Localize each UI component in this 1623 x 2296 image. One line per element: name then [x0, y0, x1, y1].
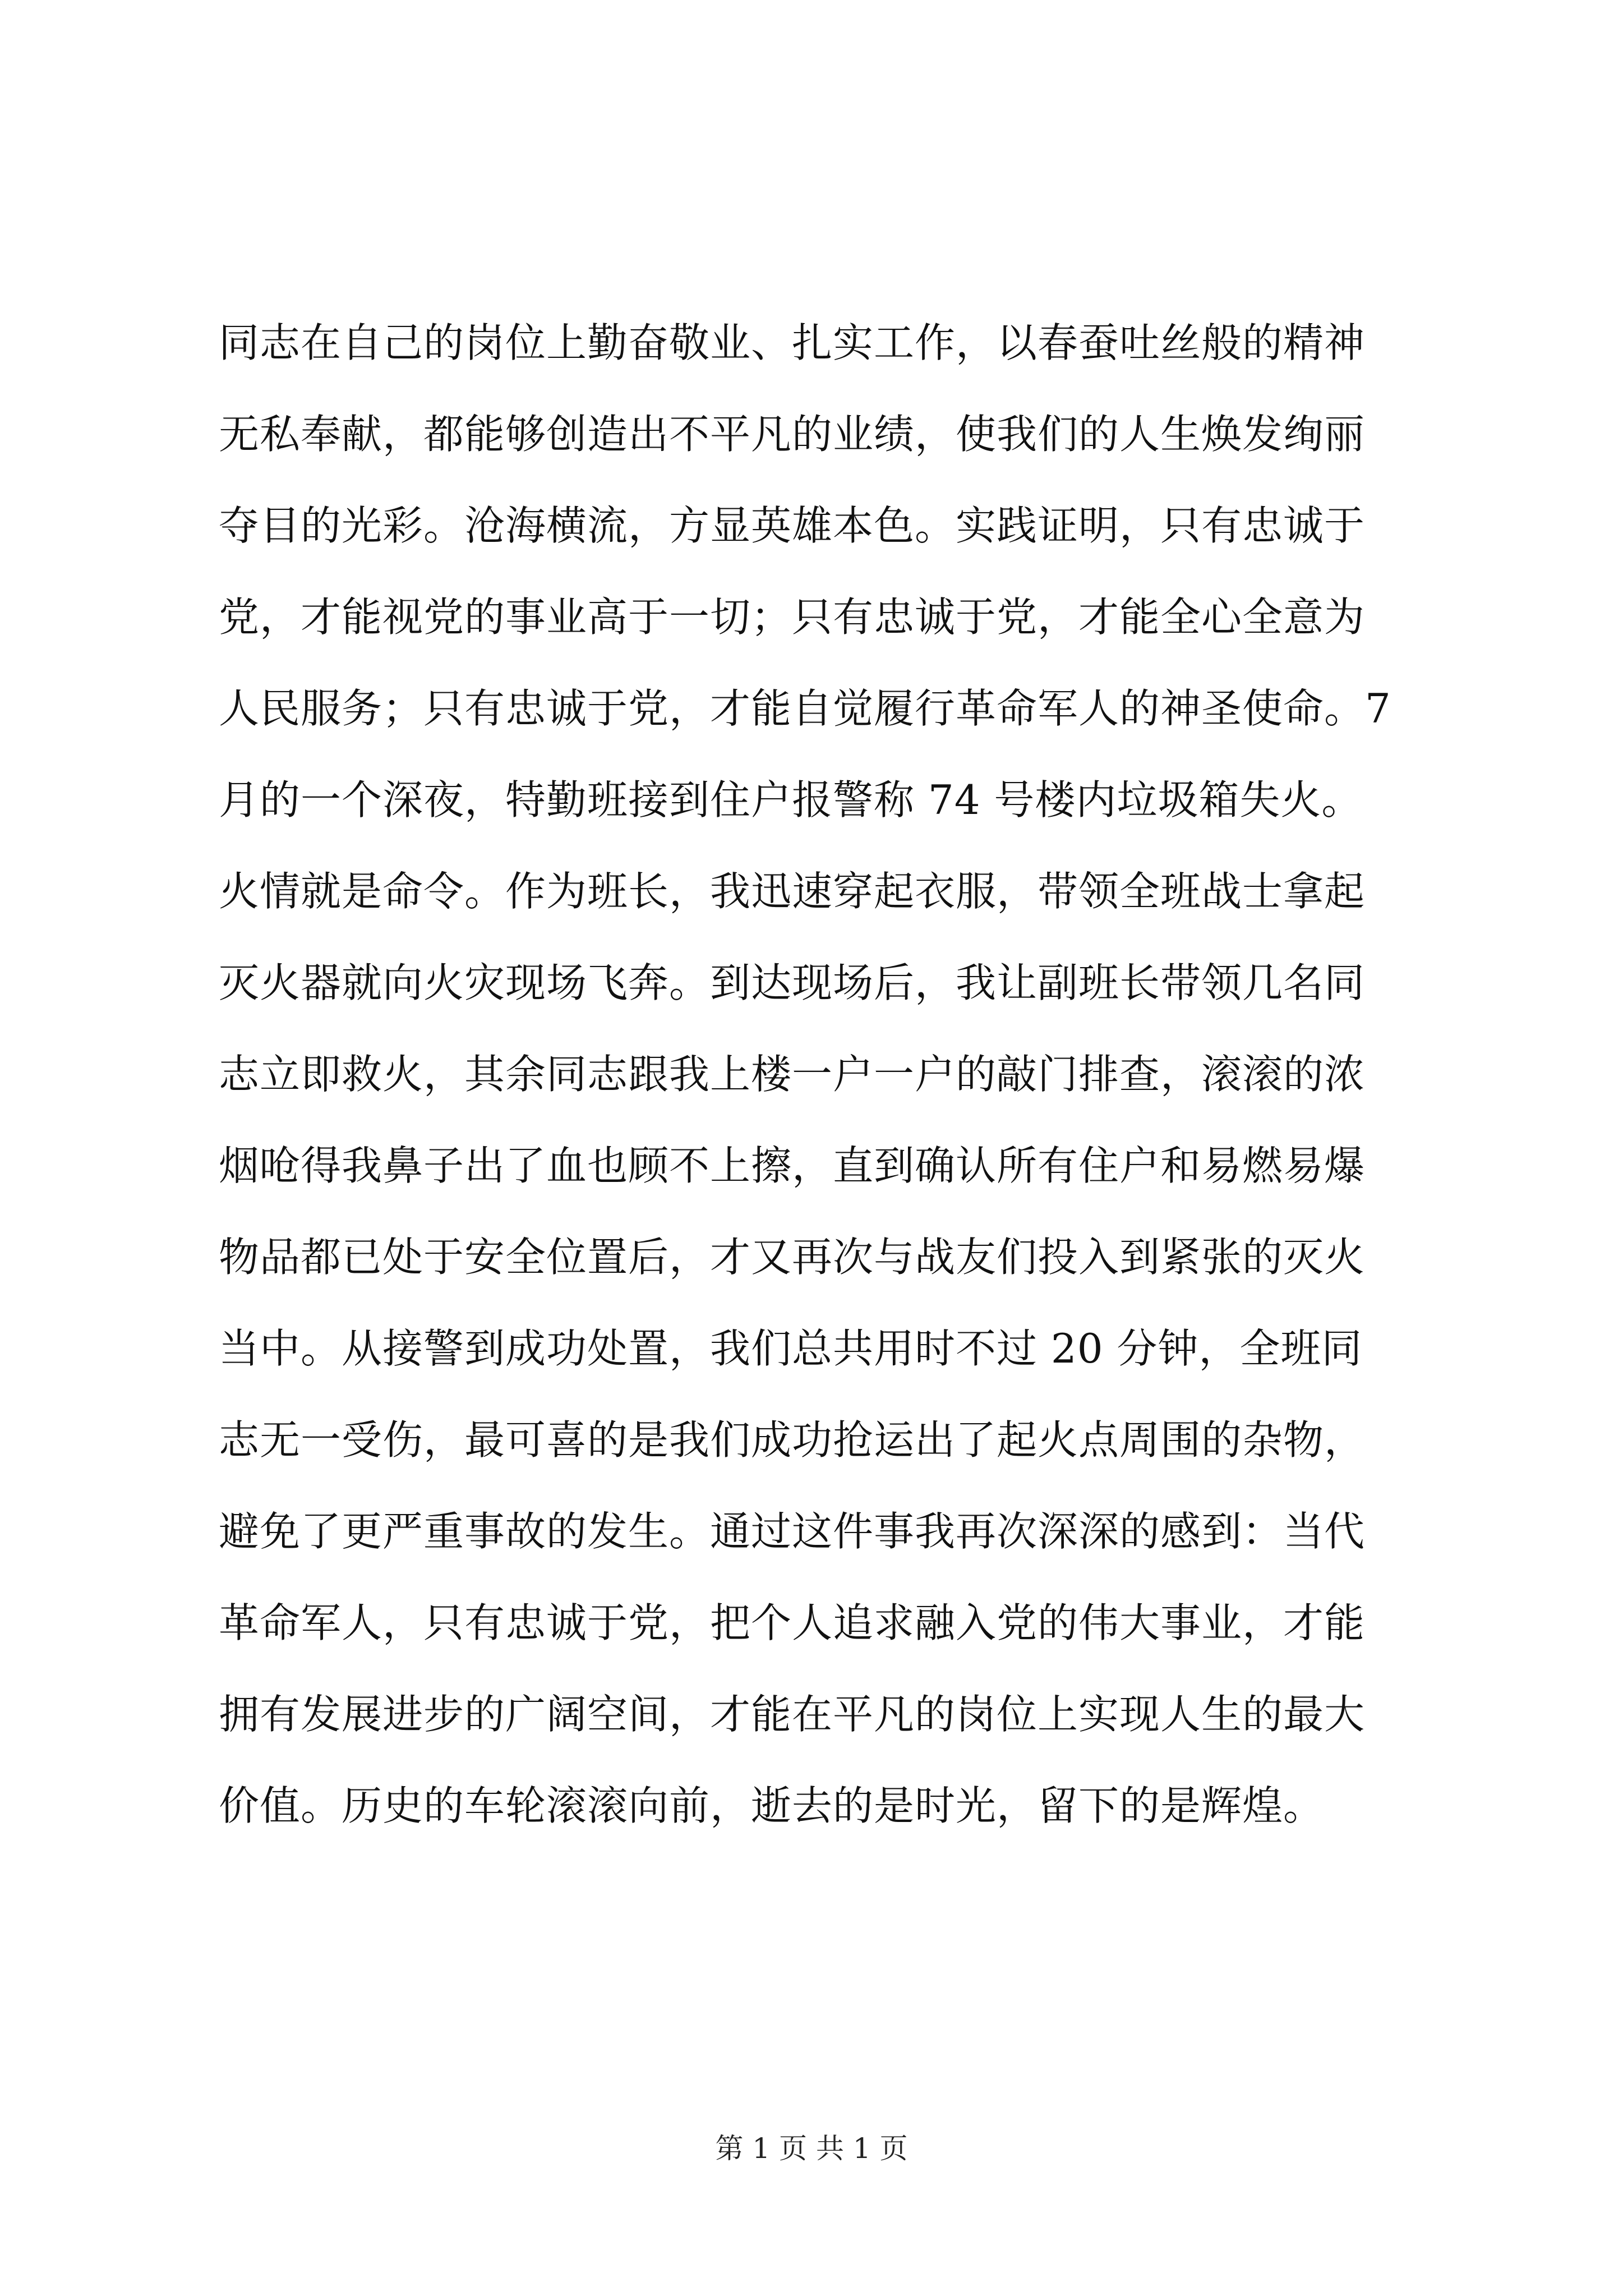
text-line: 志无一受伤，最可喜的是我们成功抢运出了起火点周围的杂物，: [219, 1416, 1366, 1464]
text-line: 拥有发展进步的广阔空间，才能在平凡的岗位上实现人生的最大: [219, 1691, 1366, 1738]
body-text: [219, 297, 1408, 1852]
text-line: 无私奉献，都能够创造出不平凡的业绩，使我们的人生焕发绚丽: [219, 411, 1366, 458]
text-line: 人民服务；只有忠诚于党，才能自觉履行革命军人的神圣使命。7: [219, 685, 1391, 732]
text-line: 灭火器就向火灾现场飞奔。到达现场后，我让副班长带领几名同: [219, 959, 1366, 1006]
text-line: 志立即救火，其余同志跟我上楼一户一户的敲门排查，滚滚的浓: [219, 1051, 1366, 1098]
text-line: 价值。历史的车轮滚滚向前，逝去的是时光，留下的是辉煌。: [219, 1782, 1325, 1829]
page-footer: 第 1 页 共 1 页: [715, 2132, 908, 2165]
text-line: 物品都已处于安全位置后，才又再次与战友们投入到紧张的灭火: [219, 1234, 1366, 1281]
text-line: 革命军人，只有忠诚于党，把个人追求融入党的伟大事业，才能: [219, 1599, 1366, 1646]
text-line: 当中。从接警到成功处置，我们总共用时不过 20 分钟，全班同: [219, 1325, 1363, 1372]
text-line: 烟呛得我鼻子出了血也顾不上擦，直到确认所有住户和易燃易爆: [219, 1142, 1366, 1189]
text-line: 火情就是命令。作为班长，我迅速穿起衣服，带领全班战士拿起: [219, 868, 1366, 915]
text-line: 避免了更严重事故的发生。通过这件事我再次深深的感到：当代: [219, 1508, 1366, 1555]
text-line: 夺目的光彩。沧海横流，方显英雄本色。实践证明，只有忠诚于: [219, 502, 1366, 549]
text-line: 月的一个深夜，特勤班接到住户报警称 74 号楼内垃圾箱失火。: [219, 776, 1363, 823]
text-line: 同志在自己的岗位上勤奋敬业、扎实工作，以春蚕吐丝般的精神: [219, 319, 1366, 366]
text-line: 党，才能视党的事业高于一切；只有忠诚于党，才能全心全意为: [219, 593, 1366, 641]
